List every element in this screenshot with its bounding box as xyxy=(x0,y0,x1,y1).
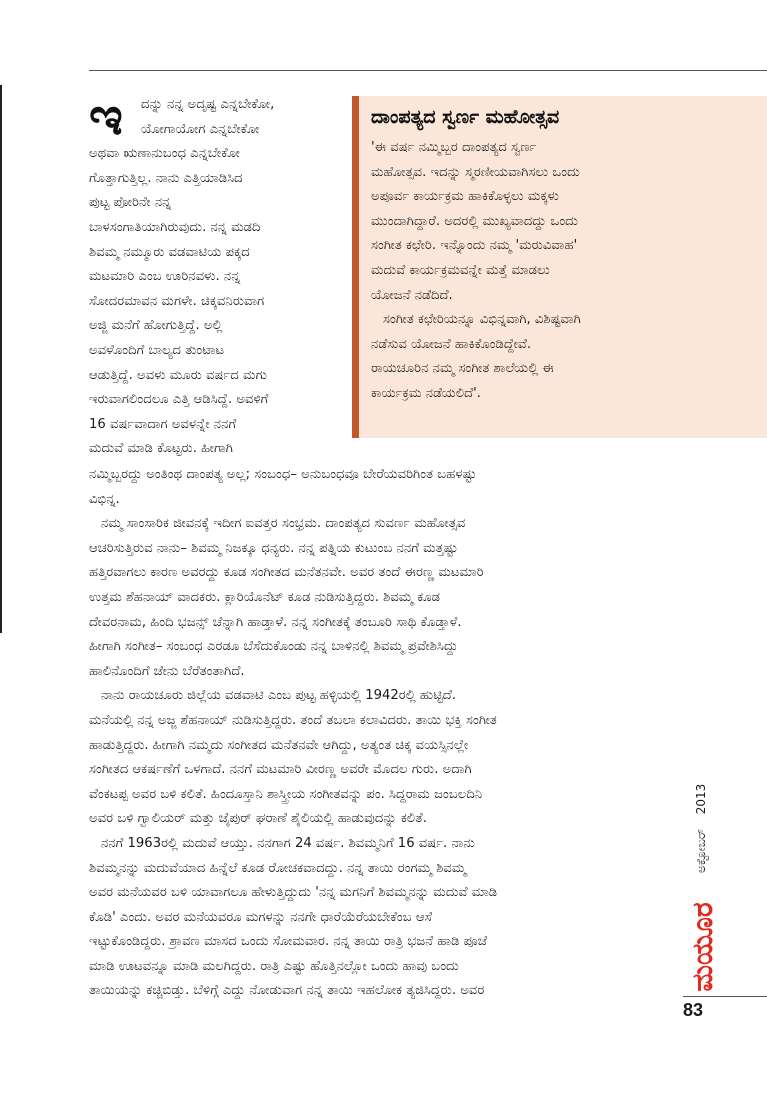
body-line: ವೆಂಕಟಪ್ಪ ಅವರ ಬಳಿ ಕಲಿತೆ. ಹಿಂದೂಸ್ತಾನಿ ಶಾಸ್ತ್ರೀಯ ಸಂಗೀತವನ್ನು ಪಂ. ಸಿದ್ದರಾಮ ಜಂಬಲದಿನಿ xyxy=(89,786,483,802)
intro-line: ಬಾಳಸಂಗಾತಿಯಾಗಿರುವುದು. ನನ್ನ ಮಡದಿ xyxy=(89,219,261,235)
intro-line: 16 ವರ್ಷವಾದಾಗ ಅವಳನ್ನೇ ನನಗೆ xyxy=(89,416,237,432)
body-line: ಮಾಡಿ ಊಟವನ್ನೂ ಮಾಡಿ ಮಲಗಿದ್ದರು. ರಾತ್ರಿ ಎಷ್ಟು ಹೊತ್ತಿನಲ್ಲೋ ಒಂದು ಹಾವು ಬಂದು xyxy=(89,958,459,974)
intro-line: ಆಡುತ್ತಿದ್ದೆ. ಅವಳು ಮೂರು ವರ್ಷದ ಮಗು xyxy=(89,367,267,383)
intro-line: ಮಟಮಾರಿ ಎಂಬ ಊರಿನವಳು. ನನ್ನ xyxy=(89,269,241,285)
intro-line: ಅವಳೊಂದಿಗೆ ಬಾಲ್ಯದ ತುಂಟಾಟ xyxy=(89,342,225,358)
body-line: ಹೀಗಾಗಿ ಸಂಗೀತ– ಸಂಬಂಧ ಎರಡೂ ಬೆಸೆದುಕೊಂಡು ನನ್ನ ಬಾಳಿನಲ್ಲಿ ಶಿವಮ್ಮ ಪ್ರವೇಶಿಸಿದ್ದು xyxy=(89,639,458,655)
left-margin-rule xyxy=(0,85,2,633)
magazine-masthead: ಮಯೂರ xyxy=(686,902,719,992)
drop-cap: ಇ xyxy=(89,86,123,147)
box-line: ನಡೆಸುವ ಯೋಜನೆ ಹಾಕಿಕೊಂಡಿದ್ದೇವೆ. xyxy=(371,336,532,352)
body-line: ನಾನು ರಾಯಚೂರು ಜಿಲ್ಲೆಯ ವಡವಾಟಿ ಎಂಬ ಪುಟ್ಟ ಹಳ್ಳಿಯಲ್ಲಿ 1942ರಲ್ಲಿ ಹುಟ್ಟಿದೆ. xyxy=(101,688,457,704)
body-line: ಹತ್ತಿರವಾಗಲು ಕಾರಣ ಅವರದ್ದು ಕೂಡ ಸಂಗೀತದ ಮನೆತನವೇ. ಅವರ ತಂದೆ ಈರಣ್ಣ ಮಟಮಾರಿ xyxy=(89,565,484,581)
body-line: ದೇವರನಾಮ, ಹಿಂದಿ ಭಜನ್ಸ್ ಚೆನ್ನಾಗಿ ಹಾಡ್ತಾಳೆ. ನನ್ನ ಸಂಗೀತಕ್ಕೆ ತಂಬೂರಿ ಸಾಥಿ ಕೊಡ್ತಾಳೆ. xyxy=(89,614,462,630)
intro-line: ದನ್ನು ನನ್ನ ಅದೃಷ್ಟ ಎನ್ನಬೇಕೋ, xyxy=(141,97,275,112)
body-line: ಹಾಲಿನೊಂದಿಗೆ ಜೇನು ಬೆರೆತಂತಾಗಿದೆ. xyxy=(89,663,245,679)
body-line: ನಮ್ಮಿಬ್ಬರದ್ದು ಅಂತಿಂಥ ದಾಂಪತ್ಯ ಅಲ್ಲ; ಸಂಬಂಧ– ಅನುಬಂಧವೂ ಬೇರೆಯವರಿಗಿಂತ ಬಹಳಷ್ಟು xyxy=(89,467,477,482)
box-line: ಯೋಜನೆ ನಡೆದಿದೆ. xyxy=(371,287,453,303)
body-line: ಇಟ್ಟುಕೊಂಡಿದ್ದರು. ಶ್ರಾವಣ ಮಾಸದ ಒಂದು ಸೋಮವಾರ. ನನ್ನ ತಾಯಿ ರಾತ್ರಿ ಭಜನೆ ಹಾಡಿ ಪೂಜೆ xyxy=(89,934,488,950)
body-line: ನಮ್ಮ ಸಾಂಸಾರಿಕ ಜೀವನಕ್ಕೆ ಇದೀಗ ಐವತ್ತರ ಸಂಭ್ರಮ. ದಾಂಪತ್ಯದ ಸುವರ್ಣ ಮಹೋತ್ಸವ xyxy=(101,516,466,532)
intro-line: ಇರುವಾಗಲಿಂದಲೂ ಎತ್ತಿ ಆಡಿಸಿದ್ದೆ. ಅವಳಿಗೆ xyxy=(89,392,269,408)
body-line: ಮನೆಯಲ್ಲಿ ನನ್ನ ಅಜ್ಜ ಶೆಹನಾಯ್ ನುಡಿಸುತ್ತಿದ್ದರು. ತಂದೆ ತಬಲಾ ಕಲಾವಿದರು. ತಾಯಿ ಭಕ್ತಿ ಸಂಗೀತ xyxy=(89,712,497,728)
body-line: ಆಚರಿಸುತ್ತಿರುವ ನಾನು– ಶಿವಮ್ಮ ನಿಜಕ್ಕೂ ಧನ್ಯರು. ನನ್ನ ಪತ್ನಿಯ ಕುಟುಂಬ ನನಗೆ ಮತ್ತಷ್ಟು xyxy=(89,540,458,556)
box-line: ಮದುವೆ ಕಾರ್ಯಕ್ರಮವನ್ನೇ ಮತ್ತೆ ಮಾಡಲು xyxy=(371,262,550,278)
intro-line: ಅಜ್ಜಿ ಮನೆಗೆ ಹೋಗುತ್ತಿದ್ದೆ. ಅಲ್ಲಿ xyxy=(89,318,223,334)
body-text xyxy=(89,463,669,1004)
body-line: ಸಂಗೀತದ ಆಕರ್ಷಣೆಗೆ ಒಳಗಾದೆ. ನನಗೆ ಮಟಮಾರಿ ವೀರಣ್ಣ ಅವರೇ ಮೊದಲ ಗುರು. ಅದಾಗಿ xyxy=(89,762,472,778)
page-number-rule xyxy=(683,996,767,997)
body-line: ಅವರ ಮನೆಯವರ ಬಳಿ ಯಾವಾಗಲೂ ಹೇಳುತ್ತಿದ್ದುದು 'ನನ್ನ ಮಗನಿಗೆ ಶಿವಮ್ಮನನ್ನು ಮದುವೆ ಮಾಡಿ xyxy=(89,885,498,901)
box-title: ದಾಂಪತ್ಯದ ಸ್ವರ್ಣ ಮಹೋತ್ಸವ xyxy=(371,106,560,128)
box-line: ರಾಯಚೂರಿನ ನಮ್ಮ ಸಂಗೀತ ಶಾಲೆಯಲ್ಲಿ ಈ xyxy=(371,361,554,377)
box-line: ಮಹೋತ್ಸವ. ಇದನ್ನು ಸ್ಮರಣೀಯವಾಗಿಸಲು ಒಂದು xyxy=(371,164,580,180)
body-line: ಶಿವಮ್ಮನನ್ನು ಮದುವೆಯಾದ ಹಿನ್ನೆಲೆ ಕೂಡ ರೋಚಕವಾದದ್ದು. ನನ್ನ ತಾಯಿ ರಂಗಮ್ಮ ಶಿವಮ್ಮ xyxy=(89,860,467,876)
intro-line: ಅಥವಾ ಋಣಾನುಬಂಧ ಎನ್ನಬೇಕೋ xyxy=(89,146,240,162)
body-line: ತಾಯಿಯನ್ನು ಕಚ್ಚಿಬಿಡ್ತು. ಬೆಳಿಗ್ಗೆ ಎದ್ದು ನೋಡುವಾಗ ನನ್ನ ತಾಯಿ ಇಹಲೋಕ ತ್ಯಜಿಸಿದ್ದರು. ಅವರ xyxy=(89,983,485,999)
box-line: ಸಂಗೀತ ಕಛೇರಿ. ಇನ್ನೊಂದು ನಮ್ಮ 'ಮರುವಿವಾಹ' xyxy=(371,238,578,254)
box-body xyxy=(371,136,755,407)
top-rule xyxy=(89,70,767,71)
intro-line: ಶಿವಮ್ಮ ನಮ್ಮೂರು ವಡವಾಟಿಯ ಪಕ್ಕದ xyxy=(89,244,250,260)
intro-line: ಯೋಗಾಯೋಗ ಎನ್ನಬೇಕೋ xyxy=(141,121,260,137)
box-line: ಸಂಗೀತ ಕಛೇರಿಯನ್ನೂ ವಿಭಿನ್ನವಾಗಿ, ವಿಶಿಷ್ಟವಾಗಿ xyxy=(383,312,581,328)
intro-column xyxy=(89,86,347,462)
body-line: ಕೊಡಿ' ಎಂದು. ಅವರ ಮನೆಯವರೂ ಮಗಳನ್ನು ನನಗೇ ಧಾರೆಯೆರೆಯಬೇಕೆಂಬ ಆಸೆ xyxy=(89,909,433,925)
body-line: ಉತ್ತಮ ಶೆಹನಾಯ್ ವಾದಕರು. ಕ್ಲಾರಿಯೊನೆಟ್ ಕೂಡ ನುಡಿಸುತ್ತಿದ್ದರು. ಶಿವಮ್ಮ ಕೂಡ xyxy=(89,589,441,605)
issue-month: ಅಕ್ಟೋಬರ್ xyxy=(694,828,708,874)
golden-jubilee-box xyxy=(352,96,767,438)
box-line: ಅಪೂರ್ವ ಕಾರ್ಯಕ್ರಮ ಹಾಕಿಕೊಳ್ಳಲು ಮಕ್ಕಳು xyxy=(371,189,559,205)
box-line: ಮುಂದಾಗಿದ್ದಾರೆ. ಅದರಲ್ಲಿ ಮುಖ್ಯವಾದದ್ದು ಒಂದು xyxy=(371,213,578,229)
body-line: ಹಾಡುತ್ತಿದ್ದರು. ಹೀಗಾಗಿ ನಮ್ಮದು ಸಂಗೀತದ ಮನೆತನವೇ ಆಗಿದ್ದು, ಅತ್ಯಂತ ಚಿಕ್ಕ ವಯಸ್ಸಿನಲ್ಲೇ xyxy=(89,737,469,753)
box-line: ಕಾರ್ಯಕ್ರಮ ನಡೆಯಲಿದೆ'. xyxy=(371,385,481,401)
body-line: ನನಗೆ 1963ರಲ್ಲಿ ಮದುವೆ ಆಯ್ತು. ನನಗಾಗ 24 ವರ್ಷ. ಶಿವಮ್ಮನಿಗೆ 16 ವರ್ಷ. ನಾನು xyxy=(101,835,475,851)
page-number: 83 xyxy=(683,1000,704,1020)
body-line: ವಿಭಿನ್ನ. xyxy=(89,491,120,507)
magazine-footer xyxy=(683,770,719,992)
issue-year: 2013 xyxy=(694,783,708,815)
intro-line: ಪುಟ್ಟ ಪೋರಿನೇ ನನ್ನ xyxy=(89,195,172,211)
intro-line: ಸೋದರಮಾವನ ಮಗಳೇ. ಚಿಕ್ಕವನಿರುವಾಗ xyxy=(89,293,265,309)
intro-line: ಮದುವೆ ಮಾಡಿ ಕೊಟ್ಟರು. ಹೀಗಾಗಿ xyxy=(89,441,233,457)
box-line: 'ಈ ವರ್ಷ ನಮ್ಮಿಬ್ಬರ ದಾಂಪತ್ಯದ ಸ್ವರ್ಣ xyxy=(371,140,537,155)
intro-line: ಗೊತ್ತಾಗುತ್ತಿಲ್ಲ. ನಾನು ಎತ್ತಿಯಾಡಿಸಿದ xyxy=(89,170,243,186)
body-line: ಅವರ ಬಳಿ ಗ್ವಾಲಿಯರ್ ಮತ್ತು ಜೈಪುರ್ ಘರಾಣೆ ಶೈಲಿಯಲ್ಲಿ ಹಾಡುವುದನ್ನು ಕಲಿತೆ. xyxy=(89,811,427,827)
